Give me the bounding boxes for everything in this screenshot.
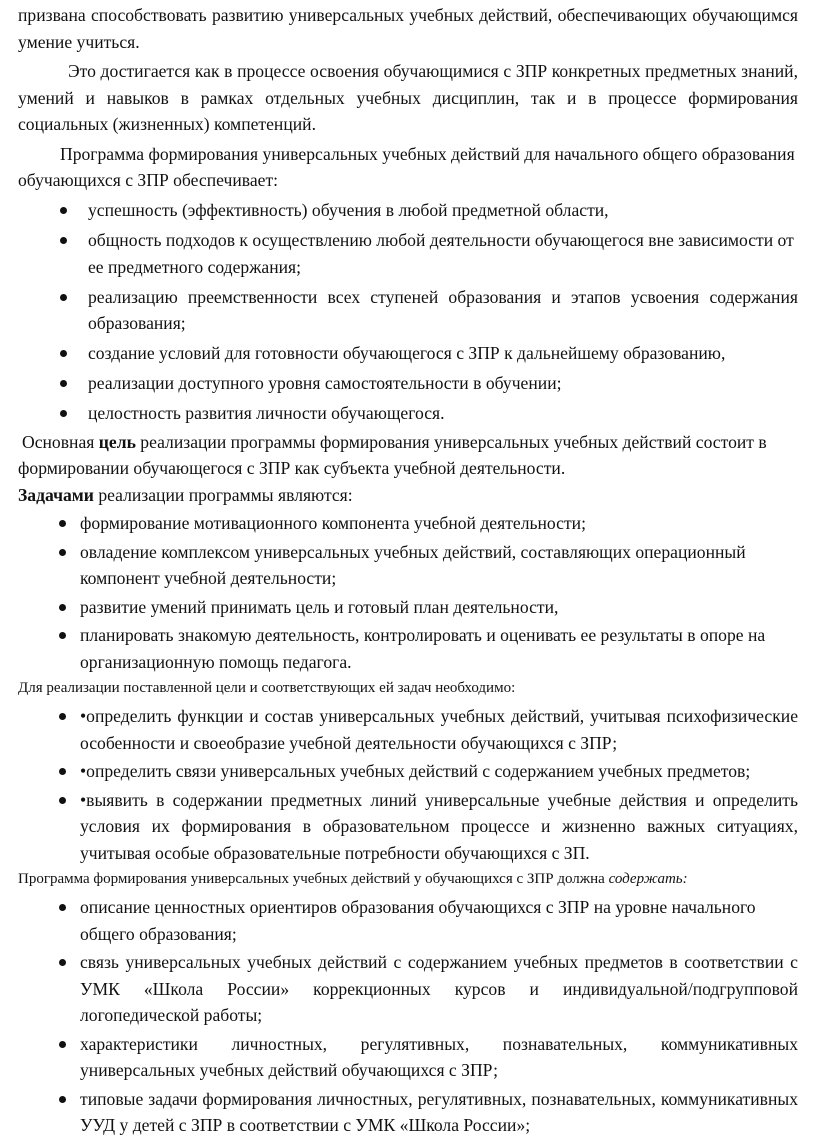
paragraph-tasks: Задачами реализации программы являются: xyxy=(18,484,353,505)
list-item: •выявить в содержании предметных линий универсальные учебные действия и определить условия их формирования в образовательном процессе и жизненно важных ситуациях, учитывая особые образовательные потребности обучающихся с ЗП. xyxy=(18,787,798,867)
tasks-bold: Задачами xyxy=(18,484,94,505)
bullet-icon xyxy=(60,380,67,387)
list-item: развитие умений принимать цель и готовый план деятельности, xyxy=(18,594,798,621)
list-needed xyxy=(18,703,798,866)
bullet-icon xyxy=(60,350,67,357)
bullet-icon xyxy=(59,549,66,556)
list-item: типовые задачи формирования личностных, регулятивных, познавательных, коммуникативных УУД у детей с ЗПР в соответствии с УМК «Школа России»; xyxy=(18,1086,798,1139)
bullet-icon xyxy=(59,1041,66,1048)
list-item: целостность развития личности обучающегося. xyxy=(18,400,798,427)
paragraph-goal: Основная цель реализации программы формирования универсальных учебных действий состоит в формировании обучающегося с ЗПР как субъекта учебной деятельности. xyxy=(18,431,767,478)
bullet-icon xyxy=(60,237,67,244)
bullet-icon xyxy=(59,604,66,611)
list-item: общность подходов к осуществлению любой деятельности обучающегося вне зависимости от ее предметного содержания; xyxy=(18,227,798,280)
goal-bold: цель xyxy=(98,431,136,452)
list-item: создание условий для готовности обучающегося с ЗПР к дальнейшему образованию, xyxy=(18,340,798,367)
bullet-icon xyxy=(59,904,66,911)
bullet-icon xyxy=(60,294,67,301)
list-item: •определить функции и состав универсальных учебных действий, учитывая психофизические особенности и своеобразие учебной деятельности обучающихся с ЗПР; xyxy=(18,703,798,756)
bullet-icon xyxy=(59,1096,66,1103)
list-item: реализацию преемственности всех ступеней образования и этапов усвоения содержания образования; xyxy=(18,284,798,337)
list-item: планировать знакомую деятельность, контролировать и оценивать ее результаты в опоре на организационную помощь педагога. xyxy=(18,622,798,675)
list-item: формирование мотивационного компонента учебной деятельности; xyxy=(18,510,798,537)
list-provides xyxy=(18,197,798,427)
paragraph-program-contents: Программа формирования универсальных учебных действий у обучающихся с ЗПР должна содержать: xyxy=(18,871,688,887)
list-item: описание ценностных ориентиров образования обучающихся с ЗПР на уровне начального общего образования; xyxy=(18,894,798,947)
list-item: овладение комплексом универсальных учебных действий, составляющих операционный компонент учебной деятельности; xyxy=(18,539,798,592)
contents-italic: содержать: xyxy=(608,871,688,887)
list-item: связь универсальных учебных действий с содержанием учебных предметов в соответствии с УМК «Школа России» коррекционных курсов и индивидуальной/подгрупповой логопедической работы; xyxy=(18,949,798,1029)
paragraph-program-provides: Программа формирования универсальных учебных действий для начального общего образования обучающихся с ЗПР обеспечивает: xyxy=(18,143,795,190)
bullet-icon xyxy=(59,768,66,775)
paragraph-intro: призвана способствовать развитию универсальных учебных действий, обеспечивающих обучающимся умение учиться. xyxy=(18,5,798,52)
bullet-icon xyxy=(59,959,66,966)
paragraph-achievement: Это достигается как в процессе освоения обучающимися с ЗПР конкретных предметных знаний, умений и навыков в рамках отдельных учебных дисциплин, так и в процессе формирования социальных (жизненных) компетенций. xyxy=(18,61,798,134)
bullet-icon xyxy=(60,410,67,417)
paragraph-needed: Для реализации поставленной цели и соответствующих ей задач необходимо: xyxy=(18,680,516,696)
bullet-icon xyxy=(60,207,67,214)
bullet-icon xyxy=(59,520,66,527)
list-item: характеристики личностных, регулятивных, познавательных, коммуникативных универсальных учебных действий обучающихся с ЗПР; xyxy=(18,1031,798,1084)
list-tasks xyxy=(18,510,798,675)
list-item: реализации доступного уровня самостоятельности в обучении; xyxy=(18,370,798,397)
bullet-icon xyxy=(59,713,66,720)
list-item: •определить связи универсальных учебных действий с содержанием учебных предметов; xyxy=(18,758,798,785)
list-item: успешность (эффективность) обучения в любой предметной области, xyxy=(18,197,798,224)
list-contents xyxy=(18,894,798,1139)
bullet-icon xyxy=(59,797,66,804)
bullet-icon xyxy=(59,632,66,639)
